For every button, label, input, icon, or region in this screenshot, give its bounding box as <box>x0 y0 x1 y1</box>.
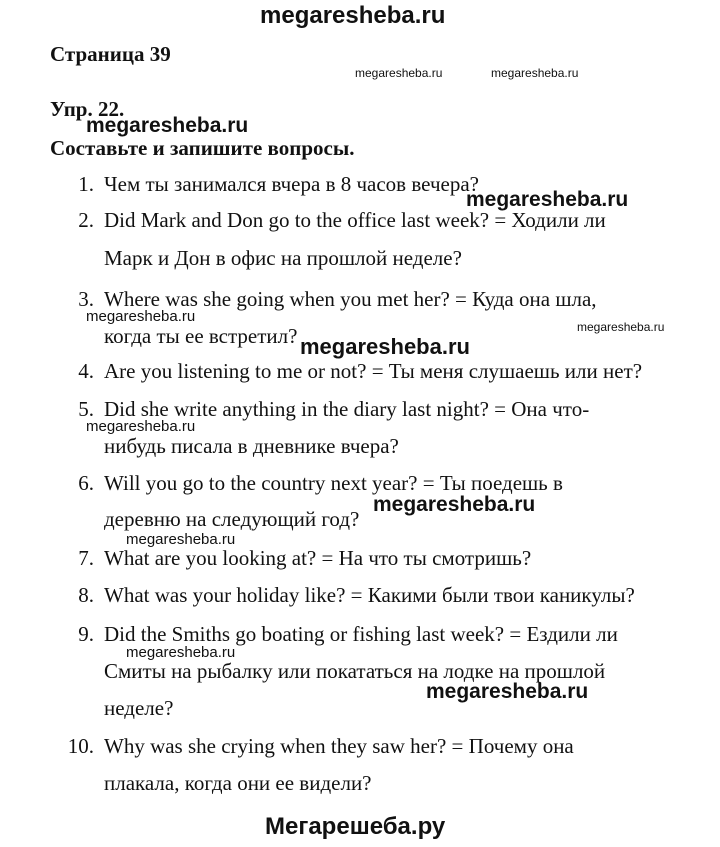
small-watermark: megaresheba.ru <box>355 66 443 80</box>
page-label: Страница 39 <box>50 42 171 66</box>
footer-watermark: Мегарешеба.ру <box>265 813 446 840</box>
list-item-continuation: неделе? <box>104 696 174 720</box>
small-watermark: megaresheba.ru <box>577 320 665 334</box>
watermark: megaresheba.ru <box>126 644 236 661</box>
watermark: megaresheba.ru <box>373 493 536 516</box>
watermark: megaresheba.ru <box>300 334 470 359</box>
header-watermark: megaresheba.ru <box>260 2 446 29</box>
list-item-continuation: Марк и Дон в офис на прошлой неделе? <box>104 246 462 270</box>
watermark: megaresheba.ru <box>86 308 196 325</box>
list-item-continuation: Смиты на рыбалку или покататься на лодке на прошлой <box>104 659 606 683</box>
small-watermark: megaresheba.ru <box>491 66 579 80</box>
watermark: megaresheba.ru <box>86 114 249 137</box>
watermark: megaresheba.ru <box>126 531 236 548</box>
watermark: megaresheba.ru <box>426 680 589 703</box>
exercise-label: Упр. 22. <box>50 97 125 121</box>
list-item-continuation: деревню на следующий год? <box>104 507 360 531</box>
watermark: megaresheba.ru <box>86 418 196 435</box>
watermark: megaresheba.ru <box>466 188 629 211</box>
list-item-continuation: плакала, когда они ее видели? <box>104 771 372 795</box>
list-item-continuation: нибудь писала в дневнике вчера? <box>104 434 399 458</box>
list-item-continuation: когда ты ее встретил? <box>104 324 298 348</box>
instruction: Составьте и запишите вопросы. <box>50 136 355 160</box>
